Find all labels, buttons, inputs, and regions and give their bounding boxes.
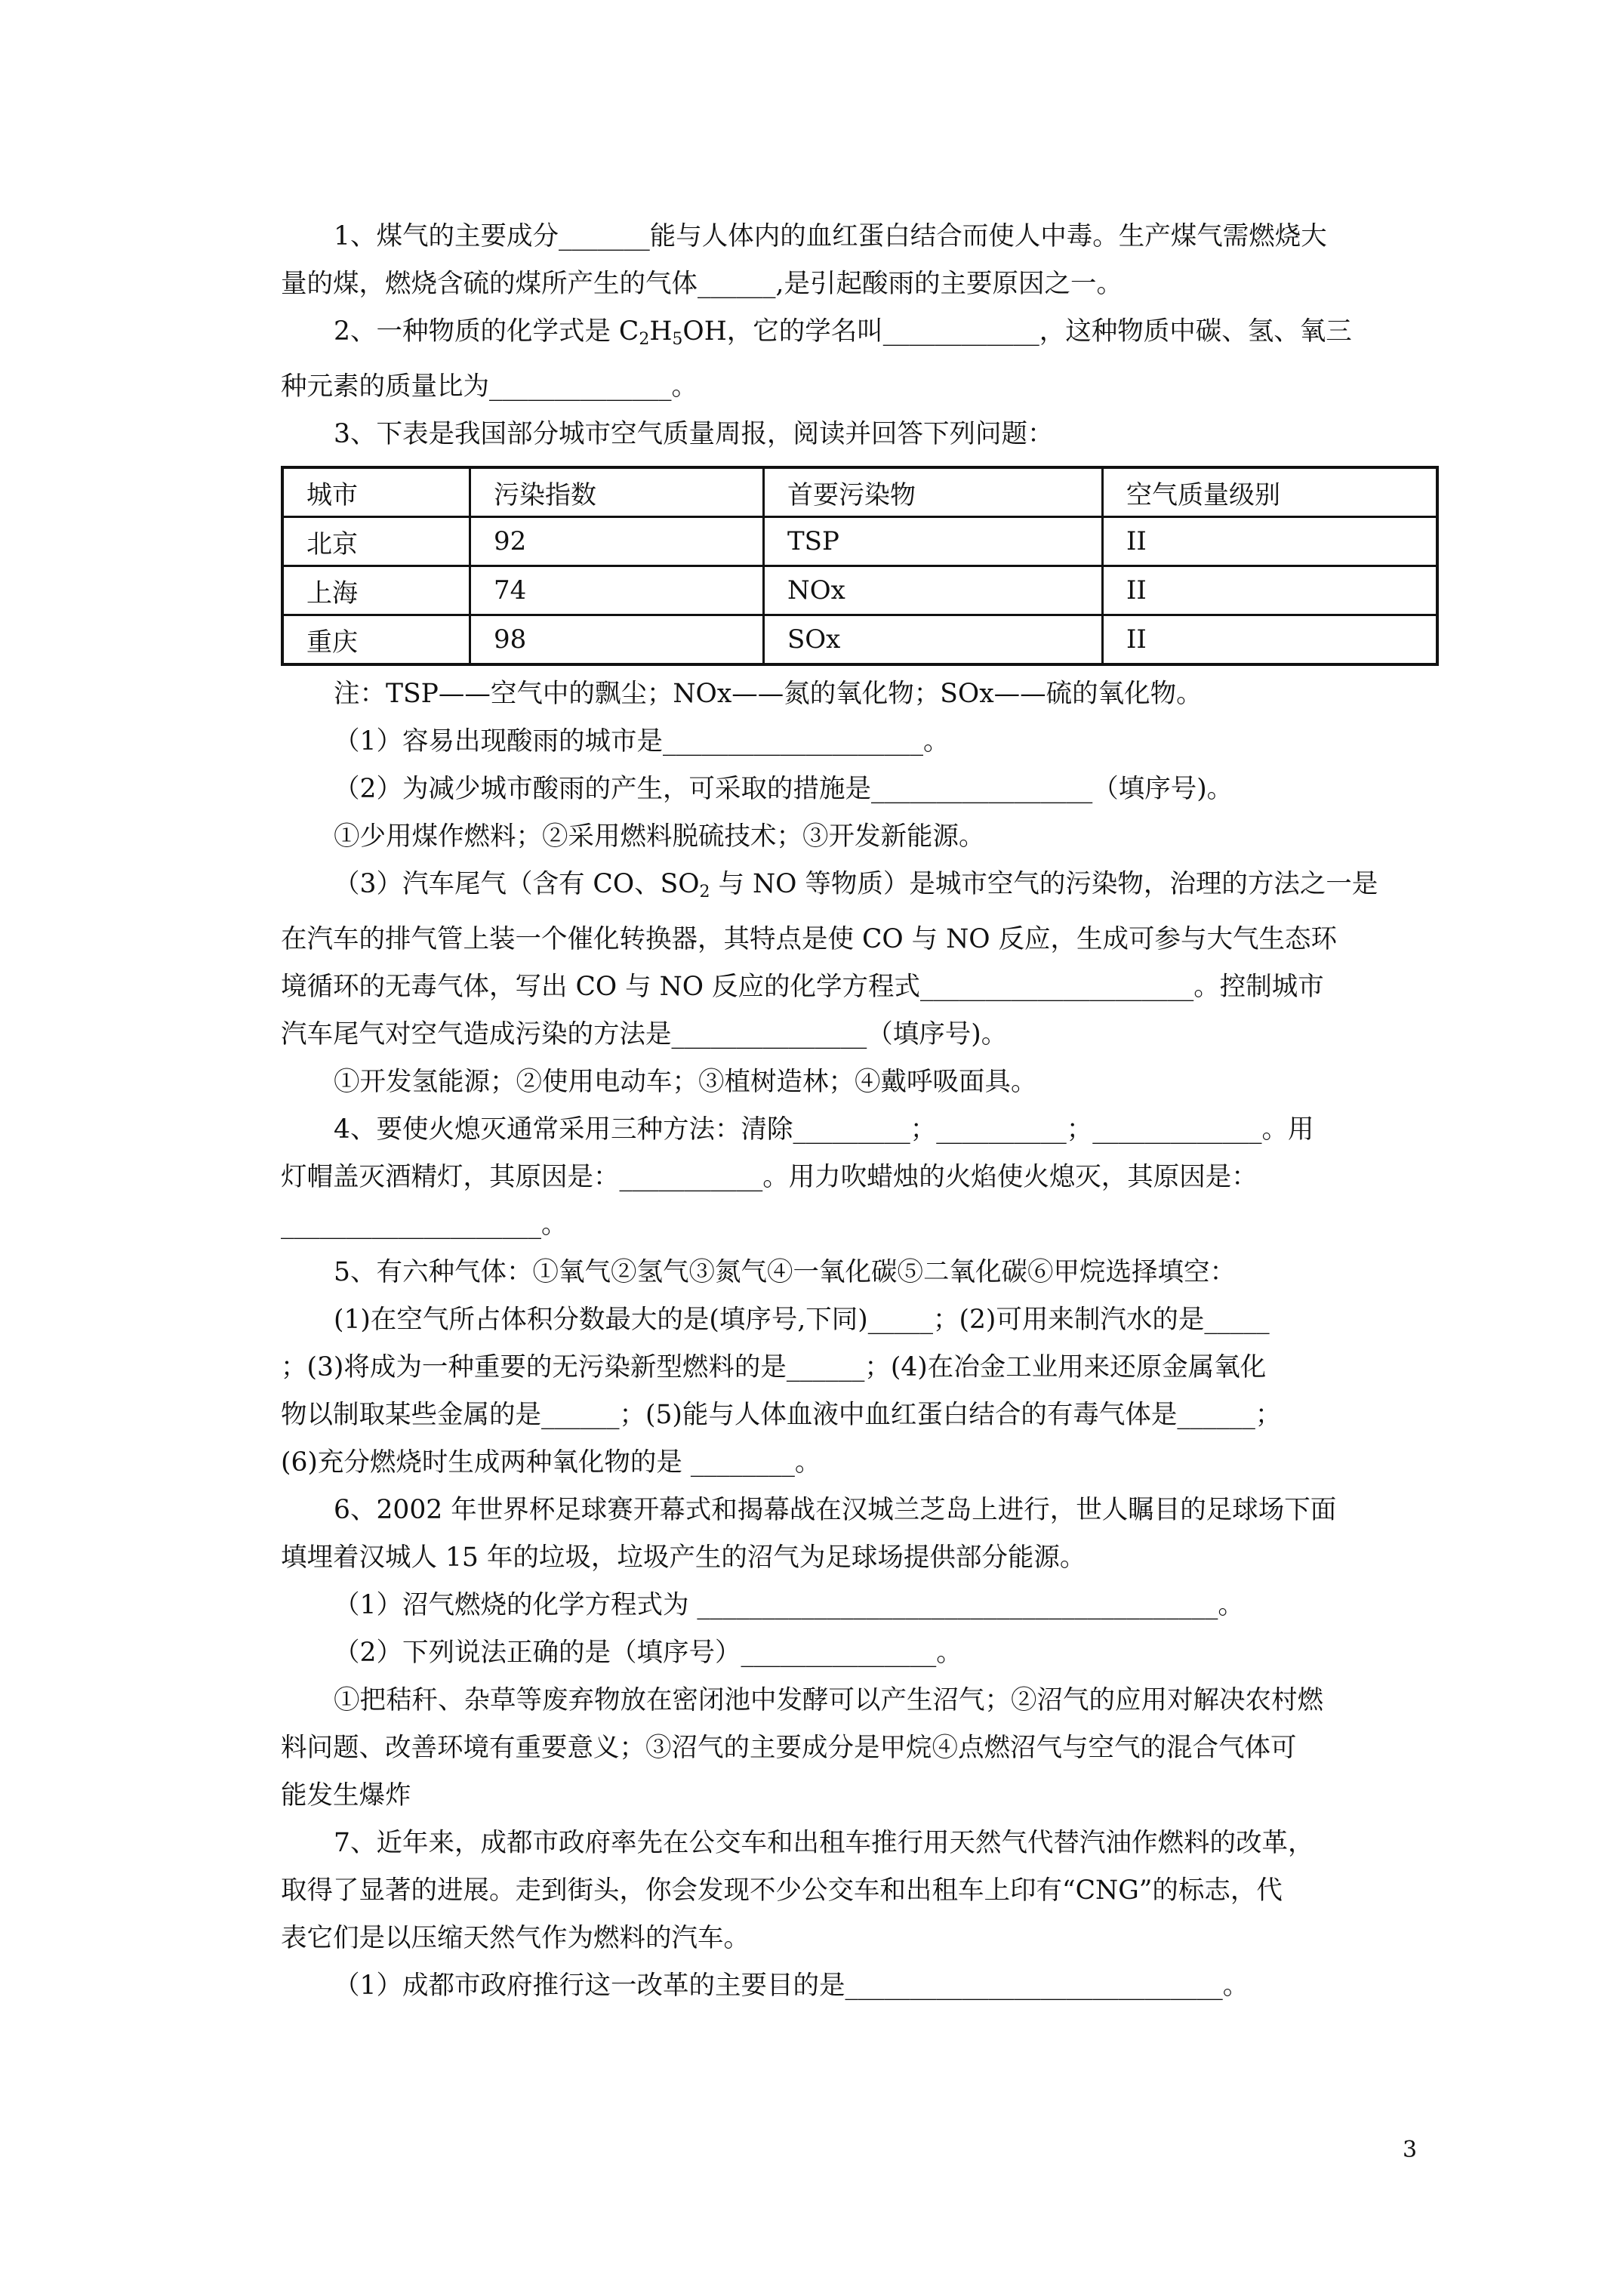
table-cell: 92 [470, 517, 764, 566]
table-row [282, 566, 1437, 615]
q4-line3: ____________________。 [281, 1210, 568, 1240]
air-quality-table-wrap [281, 466, 1439, 666]
q3-part2-options: ①少用煤作燃料；②采用燃料脱硫技术；③开发新能源。 [334, 821, 985, 852]
page-content [281, 213, 1439, 2010]
q2-line1-b: H [649, 316, 673, 347]
q6-line1: 6、2002 年世界杯足球赛开幕式和揭幕战在汉城兰芝岛上进行，世人瞩目的足球场下面 [334, 1495, 1337, 1525]
q5-line5: (6)充分燃烧时生成两种氧化物的是 ________。 [281, 1447, 821, 1478]
q3-note: 注：TSP——空气中的飘尘；NOx——氮的氧化物；SOx——硫的氧化物。 [334, 679, 1203, 709]
q2-line2: 种元素的质量比为______________。 [281, 371, 698, 402]
q3-part3-sub: 2 [699, 883, 710, 901]
table-cell: TSP [764, 517, 1103, 566]
q7-line1: 7、近年来，成都市政府率先在公交车和出租车推行用天然气代替汽油作燃料的改革， [334, 1828, 1314, 1858]
q3-intro: 3、下表是我国部分城市空气质量周报，阅读并回答下列问题： [334, 419, 1054, 449]
table-row [282, 517, 1437, 566]
q4-line1: 4、要使火熄灭通常采用三种方法：清除_________；__________；_____________。用 [334, 1114, 1314, 1145]
q5-line2: (1)在空气所占体积分数最大的是(填序号,下同)_____；(2)可用来制汽水的是_____ [334, 1305, 1270, 1335]
q7-line2: 取得了显著的进展。走到街头，你会发现不少公交车和出租车上印有“CNG”的标志，代 [281, 1875, 1283, 1906]
table-cell: 98 [470, 615, 764, 665]
table-header-cell: 污染指数 [470, 467, 764, 517]
q1-line2: 量的煤，燃烧含硫的煤所产生的气体______,是引起酸雨的主要原因之一。 [281, 269, 1123, 299]
table-header-row [282, 467, 1437, 517]
q3-part1: （1）容易出现酸雨的城市是____________________。 [334, 726, 950, 757]
table-cell: 上海 [282, 566, 470, 615]
q3-part3-line1-a: （3）汽车尾气（含有 CO、SO [334, 869, 700, 899]
table-cell: 74 [470, 566, 764, 615]
table-cell: 重庆 [282, 615, 470, 665]
table-header-cell: 首要污染物 [764, 467, 1103, 517]
q2-line1-a: 2、一种物质的化学式是 C [334, 316, 639, 347]
air-quality-table [281, 466, 1439, 666]
q4-line2: 灯帽盖灭酒精灯，其原因是：___________。用力吹蜡烛的火焰使火熄灭，其原因是： [281, 1162, 1258, 1192]
q2-sub2: 5 [672, 330, 683, 349]
q3-part3-line3: 境循环的无毒气体，写出 CO 与 NO 反应的化学方程式_____________________。控制城市 [281, 972, 1324, 1002]
q6-part2-line1: ①把秸秆、杂草等废弃物放在密闭池中发酵可以产生沼气；②沼气的应用对解决农村燃 [334, 1685, 1323, 1715]
q2-sub1: 2 [639, 330, 650, 349]
q5-line3: ；(3)将成为一种重要的无污染新型燃料的是______；(4)在冶金工业用来还原金属氧化 [281, 1352, 1267, 1382]
q6-line2: 填埋着汉城人 15 年的垃圾，垃圾产生的沼气为足球场提供部分能源。 [281, 1542, 1086, 1573]
q3-part3-line1 [281, 861, 1439, 916]
table-header-cell: 城市 [282, 467, 470, 517]
q1-line1: 1、煤气的主要成分_______能与人体内的血红蛋白结合而使人中毒。生产煤气需燃烧大 [334, 221, 1327, 251]
q2-line1-c: OH，它的学名叫____________，这种物质中碳、氢、氧三 [682, 316, 1352, 347]
table-cell: 北京 [282, 517, 470, 566]
q6-part2-line2: 料问题、改善环境有重要意义；③沼气的主要成分是甲烷④点燃沼气与空气的混合气体可 [281, 1733, 1297, 1763]
table-cell: II [1103, 517, 1438, 566]
q3-part3-line2: 在汽车的排气管上装一个催化转换器，其特点是使 CO 与 NO 反应，生成可参与大气生态环 [281, 924, 1338, 954]
q6-part2-line3: 能发生爆炸 [281, 1780, 411, 1811]
q3-part2: （2）为减少城市酸雨的产生，可采取的措施是_________________（填序号)。 [334, 774, 1233, 804]
q6-part1: （1）沼气燃烧的化学方程式为 ________________________________________。 [334, 1590, 1244, 1620]
table-header-cell: 空气质量级别 [1103, 467, 1438, 517]
table-cell: NOx [764, 566, 1103, 615]
q6-part2: （2）下列说法正确的是（填序号）_______________。 [334, 1638, 962, 1668]
page-number: 3 [1403, 2137, 1418, 2163]
q5-line1: 5、有六种气体：①氧气②氢气③氮气④一氧化碳⑤二氧化碳⑥甲烷选择填空： [334, 1257, 1236, 1287]
q7-part1: （1）成都市政府推行这一改革的主要目的是_____________________________。 [334, 1971, 1249, 2001]
q3-part3-line4: 汽车尾气对空气造成污染的方法是_______________（填序号)。 [281, 1019, 1008, 1049]
q2-line1 [281, 308, 1439, 363]
table-cell: SOx [764, 615, 1103, 665]
table-cell: II [1103, 566, 1438, 615]
table-row [282, 615, 1437, 665]
q3-part3-line1-b: 与 NO 等物质）是城市空气的污染物，治理的方法之一是 [710, 869, 1378, 899]
table-cell: II [1103, 615, 1438, 665]
q7-line3: 表它们是以压缩天然气作为燃料的汽车。 [281, 1923, 750, 1953]
q5-line4: 物以制取某些金属的是______；(5)能与人体血液中血红蛋白结合的有毒气体是______； [281, 1400, 1282, 1430]
q3-part3-options: ①开发氢能源；②使用电动车；③植树造林；④戴呼吸面具。 [334, 1067, 1037, 1097]
